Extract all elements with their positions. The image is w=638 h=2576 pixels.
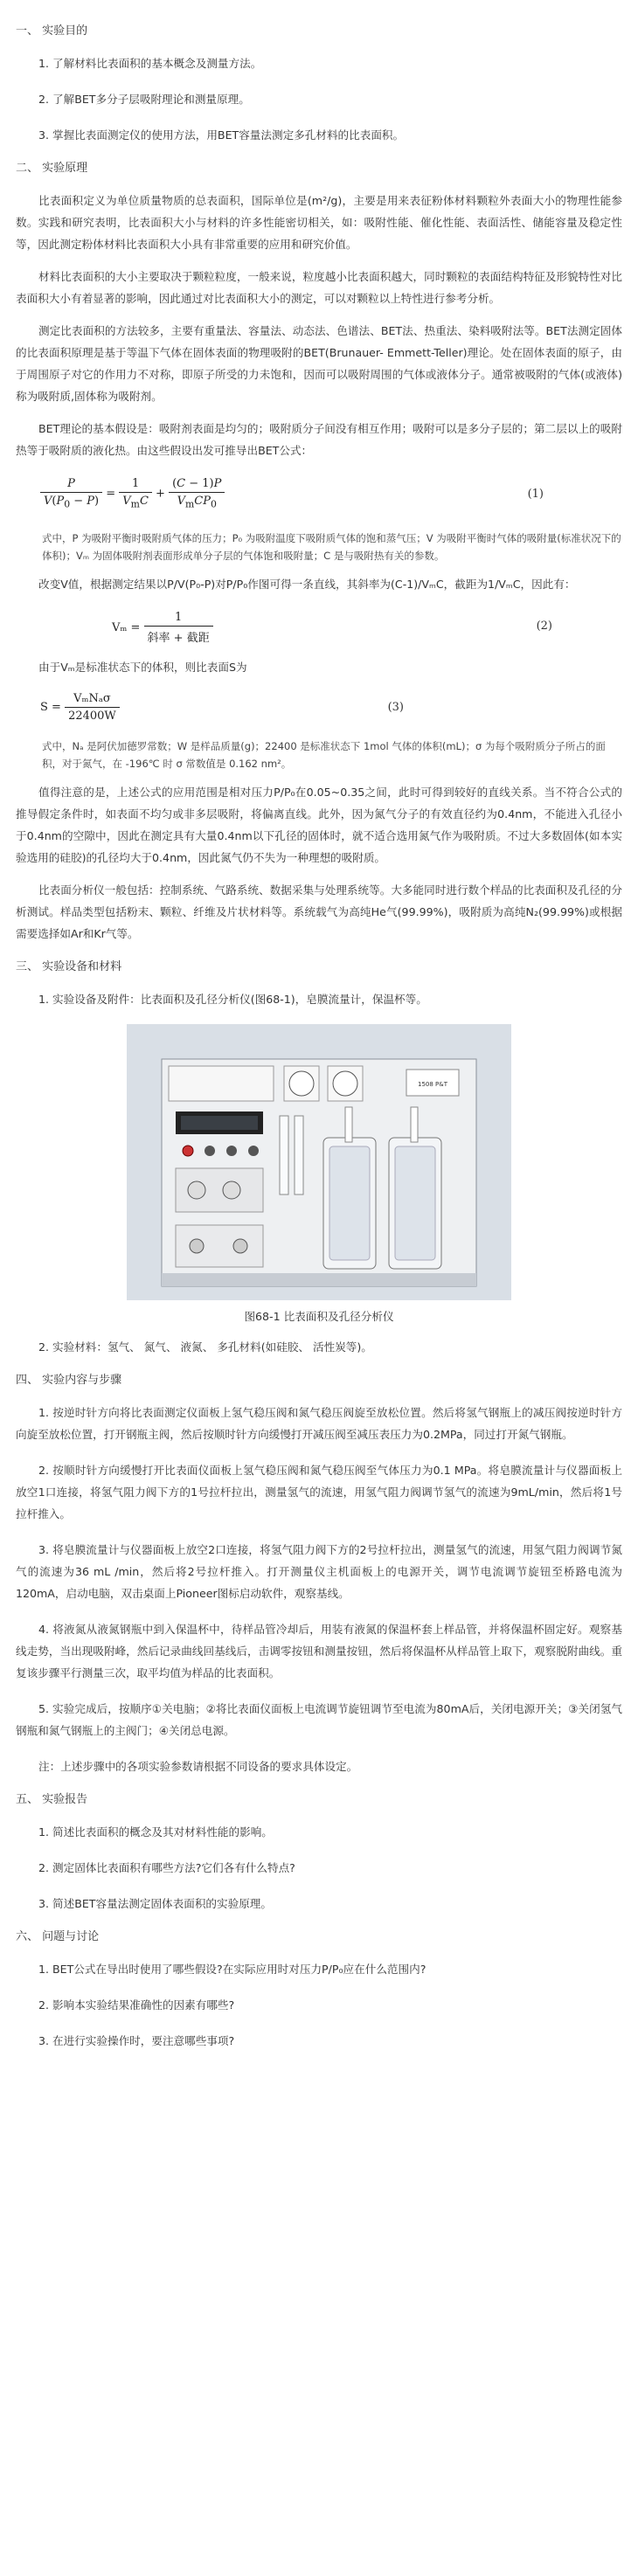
section-heading-principle: 二、 实验原理 — [16, 162, 88, 175]
objective-item: 3. 掌握比表面测定仪的使用方法，用BET容量法测定多孔材料的比表面积。 — [38, 128, 405, 142]
figure-caption: 图68-1 比表面积及孔径分析仪 — [244, 1310, 394, 1323]
procedure-step: 2. 按顺时针方向缓慢打开比表面仪面板上氢气稳压阀和氮气稳压阀至气体压力为0.1 MPa。将皂膜流量计与仪器面板上放空1口连接，将氢气阻力阀下方的1号拉杆拉出，测量氢气的流速，用氢气阻力阀调节氢气的流速为9mL/min，然后将1号拉杆推入。 — [16, 1464, 622, 1520]
section-heading-discussion: 六、 问题与讨论 — [16, 1930, 100, 1943]
analyzer-illustration — [127, 1024, 511, 1300]
paragraph: 比表面积定义为单位质量物质的总表面积，国际单位是(m²/g)，主要是用来表征粉体材料颗粒外表面大小的物理性能参数。实践和研究表明，比表面积大小与材料的许多性能密切相关，如：吸附性能、催化性能、表面活性、储能容量及稳定性等，因此测定粉体材料比表面积大小具有非常重要的应用和研究价值。 — [16, 194, 622, 251]
bet-equation: $\frac{P}{V(P_0 - P)}$ = $\frac{1}{V_mC}$ + $\frac{(C - 1)P}{V_mCP_0}$ (1) — [16, 472, 622, 524]
paragraph: BET理论的基本假设是：吸附剂表面是均匀的；吸附质分子间没有相互作用；吸附可以是多分子层的；第二层以上的吸附热等于吸附质的液化热。由这些假设出发可推导出BET公式： — [16, 422, 622, 457]
equation-numerator: VₘNₐσ — [65, 692, 120, 708]
panel-label: 1508 P&T — [418, 1081, 447, 1088]
equipment-item: 1. 实验设备及附件：比表面积及孔径分析仪(图68-1)，皂膜流量计，保温杯等。 — [38, 993, 427, 1006]
objective-item: 1. 了解材料比表面积的基本概念及测量方法。 — [38, 57, 262, 70]
paragraph: 材料比表面积的大小主要取决于颗粒粒度，一般来说，粒度越小比表面积越大，同时颗粒的表面结构特征及形貌特性对比表面积大小有着显著的影响，因此通过对比表面积大小的测定，可以对颗粒以上特性进行参考分析。 — [16, 270, 622, 305]
discussion-item: 3. 在进行实验操作时，要注意哪些事项? — [38, 2034, 235, 2047]
analyzer-photo — [127, 1024, 511, 1300]
equation-denominator: 斜率 + 截距 — [147, 632, 210, 645]
report-item: 2. 测定固体比表面积有哪些方法?它们各有什么特点? — [38, 1861, 295, 1874]
procedure-step: 5. 实验完成后，按顺序①关电脑；②将比表面仪面板上电流调节旋钮调节至电流为80mA后，关闭电源开关；③关闭氢气钢瓶和氮气钢瓶上的主阀门；④关闭总电源。 — [16, 1702, 622, 1737]
equation-numerator: 1 — [144, 611, 213, 627]
objective-item: 2. 了解BET多分子层吸附理论和测量原理。 — [38, 93, 250, 106]
equation-note: 式中，Nₐ 是阿伏加德罗常数；W 是样品质量(g)；22400 是标准状态下 1mol 气体的体积(mL)；σ 为每个吸附质分子所占的面积，对于氮气，在 -196℃ 时 σ 常数值是 0.162 nm²。 — [42, 740, 606, 770]
section-heading-objectives: 一、 实验目的 — [16, 24, 88, 38]
procedure-step: 3. 将皂膜流量计与仪器面板上放空2口连接，将氢气阻力阀下方的2号拉杆拉出，测量氢气的流速，用氢气阻力阀调节氮气的流速为36 mL /min，然后将2号拉杆推入。打开测量仪主机面板上的电源开关，调节电流调节旋钮至桥路电流为120mA，启动电脑，双击桌面上Pioneer图标启动软件，观察基线。 — [16, 1543, 622, 1600]
paragraph: 比表面分析仪一般包括：控制系统、气路系统、数据采集与处理系统等。大多能同时进行数个样品的比表面积及孔径的分析测试。样品类型包括粉末、颗粒、纤维及片状材料等。系统载气为高纯He气(99.99%)，吸附质为高纯N₂(99.99%)或根据需要选择如Ar和Kr气等。 — [16, 883, 622, 940]
discussion-item: 2. 影响本实验结果准确性的因素有哪些? — [38, 1998, 235, 2012]
equipment-item: 2. 实验材料：氢气、 氮气、 液氮、 多孔材料(如硅胶、 活性炭等)。 — [38, 1340, 372, 1354]
equation-note: 式中，P 为吸附平衡时吸附质气体的压力；P₀ 为吸附温度下吸附质气体的饱和蒸气压；V 为吸附平衡时气体的吸附量(标准状况下的体积)；Vₘ 为固体吸附剂表面形成单分子层的气体饱和吸附量；C 是与吸附热有关的参数。 — [42, 532, 621, 562]
equation-lhs: Vₘ = — [112, 621, 141, 634]
paragraph: 改变V值，根据测定结果以P/V(P₀-P)对P/P₀作图可得一条直线，其斜率为(C-1)/VₘC，截距为1/VₘC，因此有： — [38, 578, 576, 591]
equation-lhs: S = — [40, 701, 61, 714]
procedure-step: 4. 将液氮从液氮钢瓶中到入保温杯中，待样品管冷却后，用装有液氮的保温杯套上样品管，并将保温杯固定好。观察基线走势，当出现吸附峰，然后记录曲线回基线后，击调零按钮和测量按钮，然后将保温杯从样品管上取下，观察脱附曲线。重复该步骤平行测量三次，取平均值为样品的比表面积。 — [16, 1623, 622, 1679]
section-heading-report: 五、 实验报告 — [16, 1793, 88, 1806]
equation-number: (2) — [536, 620, 552, 633]
report-item: 3. 简述BET容量法测定固体表面积的实验原理。 — [38, 1897, 272, 1910]
equation-denominator: 22400W — [68, 710, 116, 723]
surface-area-equation — [16, 689, 622, 732]
paragraph: 测定比表面积的方法较多，主要有重量法、容量法、动态法、色谱法、BET法、热重法、染料吸附法等。BET法测定固体的比表面积原理是基于等温下气体在固体表面的物理吸附的BET(Brunauer- Emmett-Teller)理论。处在固体表面的原子，由于周围原子对它的作用力不对称，即原子所受的力未饱和，因而可以吸附周围的气体或液体分子。通常被吸附的气体(或液体)称为吸附质,固体称为吸附剂。 — [16, 324, 622, 403]
paragraph: 值得注意的是，上述公式的应用范围是相对压力P/P₀在0.05~0.35之间，此时可得到较好的直线关系。当不符合公式的推导假定条件时，如表面不均匀或非多层吸附，将偏离直线。此外，因为氮气分子的有效直径约为0.4nm，不能进入孔径小于0.4nm的空隙中，因此在测定具有大量0.4nm以下孔径的固体时，就不适合选用氮气作为吸附质。不过大多数固体(如本实验选用的硅胶)的孔径均大于0.4nm，因此氮气仍不失为一种理想的吸附质。 — [16, 786, 622, 864]
discussion-item: 1. BET公式在导出时使用了哪些假设?在实际应用时对压力P/P₀应在什么范围内? — [38, 1963, 426, 1976]
procedure-step: 1. 按逆时针方向将比表面测定仪面板上氢气稳压阀和氮气稳压阀旋至放松位置。然后将氢气钢瓶上的减压阀按逆时针方向旋至放松位置，打开钢瓶主阀，然后按顺时针方向缓慢打开减压阀至减压表压力为0.2MPa，同过打开氮气钢瓶。 — [16, 1406, 622, 1441]
vm-equation — [16, 606, 622, 651]
equation-number: (3) — [387, 701, 404, 714]
paragraph: 由于Vₘ是标准状态下的体积，则比表面S为 — [38, 661, 247, 674]
section-heading-equipment: 三、 实验设备和材料 — [16, 960, 122, 973]
equation-number: (1) — [527, 488, 544, 501]
section-heading-procedure: 四、 实验内容与步骤 — [16, 1374, 122, 1387]
procedure-note: 注：上述步骤中的各项实验参数请根据不同设备的要求具体设定。 — [38, 1760, 358, 1773]
report-item: 1. 简述比表面积的概念及其对材料性能的影响。 — [38, 1825, 273, 1839]
